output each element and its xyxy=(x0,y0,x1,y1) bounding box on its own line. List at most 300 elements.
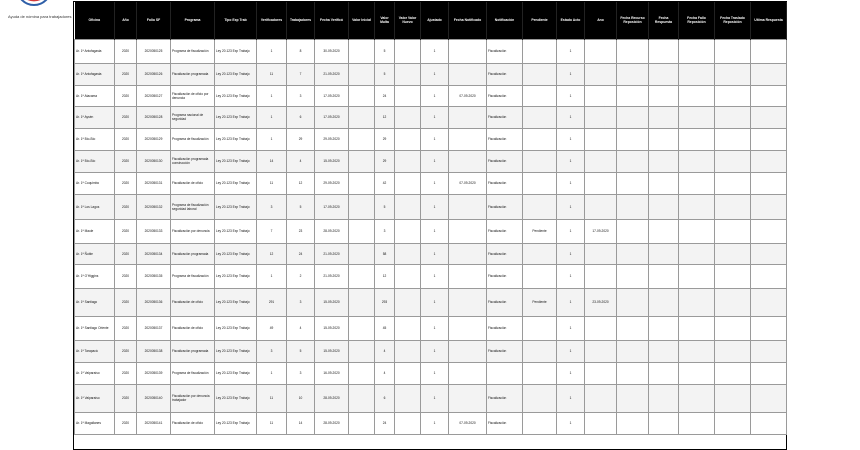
table-cell: Ar. 1ª Santiago Oriente xyxy=(75,316,115,340)
table-cell: 2020050126 xyxy=(137,63,171,85)
table-cell xyxy=(649,243,679,264)
table-cell xyxy=(649,288,679,316)
table-cell xyxy=(449,150,487,172)
table-cell: 6 xyxy=(375,384,395,412)
table-cell: 1 xyxy=(557,264,585,288)
table-cell xyxy=(523,384,557,412)
table-cell xyxy=(523,362,557,384)
table-cell xyxy=(751,39,787,63)
table-cell: Fiscalización de oficio xyxy=(171,412,215,434)
table-cell: Ley 20.123 Exp Trabajo xyxy=(215,106,257,128)
table-cell xyxy=(649,412,679,434)
table-cell: 30-09-2020 xyxy=(315,39,349,63)
table-cell xyxy=(395,172,421,194)
table-cell: Ar. 1ª Los Lagos xyxy=(75,194,115,219)
table-row[interactable] xyxy=(75,340,787,362)
table-cell xyxy=(751,219,787,243)
column-header[interactable]: Fecha Fallo Reposición xyxy=(679,2,715,39)
table-cell xyxy=(679,172,715,194)
table-cell xyxy=(649,172,679,194)
table-cell: 12 xyxy=(287,172,315,194)
table-cell xyxy=(617,106,649,128)
table-cell: 1 xyxy=(557,288,585,316)
table-cell xyxy=(349,194,375,219)
column-header[interactable]: Verificadores xyxy=(257,2,287,39)
column-header[interactable]: Año xyxy=(115,2,137,39)
table-cell xyxy=(679,340,715,362)
table-cell: 21-09-2020 xyxy=(315,63,349,85)
spreadsheet xyxy=(73,1,787,450)
table-cell: 1 xyxy=(557,150,585,172)
table-cell: 2020050133 xyxy=(137,219,171,243)
table-cell xyxy=(349,288,375,316)
table-cell: Ar. 1ª Atacama xyxy=(75,85,115,106)
table-cell: Fiscalización programada xyxy=(171,340,215,362)
table-cell: Fiscalización xyxy=(487,219,523,243)
table-row[interactable] xyxy=(75,128,787,150)
table-cell: 5 xyxy=(375,194,395,219)
table-cell: Ar. 1ª Santiago xyxy=(75,288,115,316)
table-cell xyxy=(679,63,715,85)
table-cell: Fiscalización programada xyxy=(171,63,215,85)
table-cell: Fiscalización de oficio xyxy=(171,316,215,340)
table-cell xyxy=(349,150,375,172)
table-cell: 2020050129 xyxy=(137,128,171,150)
table-cell xyxy=(449,63,487,85)
table-cell: 2020 xyxy=(115,106,137,128)
table-cell: Programa de fiscalización xyxy=(171,362,215,384)
table-cell xyxy=(585,194,617,219)
table-row[interactable] xyxy=(75,39,787,63)
table-cell xyxy=(585,63,617,85)
table-cell xyxy=(585,412,617,434)
table-cell xyxy=(751,362,787,384)
table-cell xyxy=(449,39,487,63)
table-cell: 2020050131 xyxy=(137,172,171,194)
table-cell: 1 xyxy=(421,316,449,340)
table-row[interactable] xyxy=(75,288,787,316)
table-cell: 1 xyxy=(421,63,449,85)
table-cell xyxy=(349,243,375,264)
table-cell: 2020 xyxy=(115,264,137,288)
table-cell xyxy=(395,243,421,264)
column-header[interactable]: Ajustado xyxy=(421,2,449,39)
table-cell: 45 xyxy=(375,316,395,340)
column-header[interactable]: Fecha Notificado xyxy=(449,2,487,39)
table-cell: 2020050125 xyxy=(137,39,171,63)
table-cell: 23-09-2020 xyxy=(585,288,617,316)
table-cell: Ley 20.123 Exp Trabajo xyxy=(215,288,257,316)
table-row[interactable] xyxy=(75,316,787,340)
table-cell xyxy=(449,288,487,316)
table-cell xyxy=(523,128,557,150)
table-cell xyxy=(649,150,679,172)
table-cell xyxy=(523,39,557,63)
table-cell xyxy=(349,106,375,128)
table-cell xyxy=(349,85,375,106)
table-cell: Programa nacional de seguridad xyxy=(171,106,215,128)
table-cell xyxy=(715,243,751,264)
table-cell: 14 xyxy=(257,150,287,172)
column-header[interactable]: Tipo Exp Trab xyxy=(215,2,257,39)
table-cell: 15-09-2020 xyxy=(315,150,349,172)
table-cell xyxy=(585,85,617,106)
table-cell: 23 xyxy=(287,219,315,243)
table-cell xyxy=(349,128,375,150)
table-cell: Ley 20.123 Exp Trabajo xyxy=(215,219,257,243)
table-cell xyxy=(617,63,649,85)
table-cell: 1 xyxy=(421,384,449,412)
table-cell: 3 xyxy=(257,194,287,219)
table-cell xyxy=(649,85,679,106)
table-cell: 1 xyxy=(557,340,585,362)
table-cell xyxy=(715,316,751,340)
table-cell xyxy=(349,264,375,288)
table-cell xyxy=(715,39,751,63)
table-cell: 1 xyxy=(557,63,585,85)
table-cell: Pendiente xyxy=(523,288,557,316)
table-cell xyxy=(649,362,679,384)
table-cell: Ley 20.123 Exp Trabajo xyxy=(215,412,257,434)
table-cell: 10 xyxy=(287,384,315,412)
table-cell: 5 xyxy=(375,63,395,85)
table-cell xyxy=(523,172,557,194)
table-cell xyxy=(585,340,617,362)
table-cell: 07-09-2020 xyxy=(449,412,487,434)
column-header[interactable]: Fecha Recurso Reposición xyxy=(617,2,649,39)
table-cell: 11 xyxy=(257,63,287,85)
table-cell xyxy=(523,63,557,85)
table-row[interactable] xyxy=(75,264,787,288)
table-cell xyxy=(349,362,375,384)
table-cell: 1 xyxy=(421,172,449,194)
table-cell: 12 xyxy=(257,243,287,264)
table-cell xyxy=(715,412,751,434)
table-cell xyxy=(395,106,421,128)
table-cell: Ar. 1ª Aysén xyxy=(75,106,115,128)
table-cell: 1 xyxy=(421,412,449,434)
table-cell xyxy=(617,219,649,243)
table-cell: Ley 20.123 Exp Trabajo xyxy=(215,362,257,384)
table-cell: 29 xyxy=(287,128,315,150)
table-cell xyxy=(751,194,787,219)
table-cell: 28-09-2020 xyxy=(315,384,349,412)
table-cell: 2020050127 xyxy=(137,85,171,106)
table-cell: 1 xyxy=(421,150,449,172)
table-cell: 1 xyxy=(257,39,287,63)
table-cell: 1 xyxy=(557,39,585,63)
table-cell xyxy=(449,243,487,264)
table-cell: 3 xyxy=(375,219,395,243)
table-cell xyxy=(679,264,715,288)
table-cell: 5 xyxy=(287,194,315,219)
table-cell xyxy=(449,362,487,384)
table-cell: 1 xyxy=(557,219,585,243)
table-cell: 2020 xyxy=(115,384,137,412)
table-cell: 1 xyxy=(421,85,449,106)
column-header[interactable]: Estado Acto xyxy=(557,2,585,39)
table-row[interactable] xyxy=(75,412,787,434)
table-cell xyxy=(349,412,375,434)
table-cell: 24 xyxy=(287,243,315,264)
column-header[interactable]: Valor Multa xyxy=(375,2,395,39)
table-cell: 1 xyxy=(421,264,449,288)
table-cell: 28-09-2020 xyxy=(315,219,349,243)
logo xyxy=(14,0,54,10)
table-row[interactable] xyxy=(75,85,787,106)
column-header[interactable]: Folio SF xyxy=(137,2,171,39)
table-row[interactable] xyxy=(75,63,787,85)
table-cell: 3 xyxy=(287,362,315,384)
table-cell xyxy=(585,362,617,384)
table-cell: Fiscalización xyxy=(487,340,523,362)
table-cell xyxy=(679,384,715,412)
table-cell xyxy=(449,384,487,412)
table-cell: 1 xyxy=(557,316,585,340)
table-cell xyxy=(751,340,787,362)
table-cell: 1 xyxy=(557,172,585,194)
table-cell xyxy=(649,106,679,128)
table-cell: Programa de fiscalización seguridad laboral xyxy=(171,194,215,219)
table-cell: 6 xyxy=(287,106,315,128)
table-cell: Ley 20.123 Exp Trabajo xyxy=(215,39,257,63)
table-cell xyxy=(395,316,421,340)
table-cell xyxy=(617,39,649,63)
table-cell xyxy=(679,106,715,128)
table-cell: Fiscalización programada construcción xyxy=(171,150,215,172)
table-cell xyxy=(751,243,787,264)
table-cell: 17-09-2020 xyxy=(585,219,617,243)
table-cell xyxy=(649,316,679,340)
table-cell: 1 xyxy=(557,106,585,128)
table-cell: 29 xyxy=(375,128,395,150)
table-cell xyxy=(751,384,787,412)
table-row[interactable] xyxy=(75,194,787,219)
table-cell: 1 xyxy=(557,384,585,412)
table-cell xyxy=(649,128,679,150)
table-cell: 2 xyxy=(287,264,315,288)
table-cell: 42 xyxy=(375,172,395,194)
table-cell: 5 xyxy=(375,39,395,63)
table-cell: Fiscalización xyxy=(487,316,523,340)
table-cell: Ley 20.123 Exp Trabajo xyxy=(215,172,257,194)
column-header[interactable]: Valor Valor Nuevo xyxy=(395,2,421,39)
table-cell: 2020 xyxy=(115,172,137,194)
table-cell: Fiscalización xyxy=(487,106,523,128)
table-cell: 2020050136 xyxy=(137,288,171,316)
table-cell xyxy=(349,340,375,362)
table-cell xyxy=(523,316,557,340)
table-cell: 291 xyxy=(257,288,287,316)
column-header[interactable]: Programa xyxy=(171,2,215,39)
table-cell xyxy=(617,412,649,434)
table-row[interactable] xyxy=(75,384,787,412)
table-cell: 2020 xyxy=(115,362,137,384)
table-cell xyxy=(679,288,715,316)
table-cell: Fiscalización de oficio xyxy=(171,172,215,194)
table-cell: Fiscalización de oficio por denuncia xyxy=(171,85,215,106)
table-cell: 21-09-2020 xyxy=(315,243,349,264)
table-cell xyxy=(679,194,715,219)
table-cell xyxy=(751,150,787,172)
table-cell xyxy=(715,106,751,128)
table-cell: Fiscalización xyxy=(487,150,523,172)
table-cell xyxy=(751,63,787,85)
table-cell xyxy=(349,172,375,194)
table-cell xyxy=(349,219,375,243)
table-cell xyxy=(585,106,617,128)
table-cell xyxy=(523,150,557,172)
table-cell: 1 xyxy=(421,340,449,362)
table-cell: 17-09-2020 xyxy=(315,106,349,128)
table-cell: 4 xyxy=(287,316,315,340)
table-cell xyxy=(715,288,751,316)
table-cell xyxy=(349,384,375,412)
table-row[interactable] xyxy=(75,172,787,194)
column-header[interactable]: Trabajadores xyxy=(287,2,315,39)
table-cell xyxy=(649,194,679,219)
table-cell: 15-09-2020 xyxy=(315,288,349,316)
table-cell xyxy=(449,316,487,340)
column-header[interactable]: Fecha Verificó xyxy=(315,2,349,39)
table-cell: Fiscalización xyxy=(487,288,523,316)
table-cell xyxy=(395,194,421,219)
table-cell: Fiscalización por denuncia xyxy=(171,219,215,243)
table-cell: Fiscalización xyxy=(487,412,523,434)
table-cell: Ar. 1ª Magallanes xyxy=(75,412,115,434)
table-cell: 2020 xyxy=(115,340,137,362)
table-cell xyxy=(617,85,649,106)
table-cell: Ar. 1ª Ñuble xyxy=(75,243,115,264)
column-header[interactable]: Fecha Respuesta xyxy=(649,2,679,39)
table-cell xyxy=(523,85,557,106)
table-cell xyxy=(449,264,487,288)
column-header[interactable]: Notificación xyxy=(487,2,523,39)
table-row[interactable] xyxy=(75,150,787,172)
table-cell: 1 xyxy=(421,288,449,316)
table-cell xyxy=(617,384,649,412)
table-cell: Fiscalización xyxy=(487,194,523,219)
table-cell: Ar. 1ª Bío-Bío xyxy=(75,150,115,172)
table-cell: 293 xyxy=(375,288,395,316)
table-cell xyxy=(679,412,715,434)
table-cell: 17-09-2020 xyxy=(315,194,349,219)
table-cell xyxy=(715,63,751,85)
table-cell: Fiscalización programada xyxy=(171,243,215,264)
column-header[interactable]: Ano xyxy=(585,2,617,39)
table-cell xyxy=(349,63,375,85)
table-cell: 2020 xyxy=(115,63,137,85)
table-cell xyxy=(751,128,787,150)
table-cell xyxy=(617,150,649,172)
table-cell: 3 xyxy=(257,340,287,362)
table-cell: Fiscalización xyxy=(487,384,523,412)
table-cell xyxy=(395,288,421,316)
table-cell: 11 xyxy=(257,412,287,434)
table-cell xyxy=(523,340,557,362)
table-cell: 29 xyxy=(375,150,395,172)
table-cell: 2020050139 xyxy=(137,362,171,384)
table-cell xyxy=(449,128,487,150)
table-cell: 1 xyxy=(257,85,287,106)
table-cell: Ley 20.123 Exp Trabajo xyxy=(215,264,257,288)
table-cell: 2020 xyxy=(115,243,137,264)
table-cell xyxy=(679,128,715,150)
table-cell xyxy=(395,412,421,434)
table-cell: Fiscalización xyxy=(487,172,523,194)
table-cell xyxy=(617,194,649,219)
table-cell: Ley 20.123 Exp Trabajo xyxy=(215,384,257,412)
table-cell: 2020050130 xyxy=(137,150,171,172)
column-header[interactable]: Ultima Respuesta xyxy=(751,2,787,39)
table-cell xyxy=(649,340,679,362)
table-cell xyxy=(585,39,617,63)
column-header[interactable]: Oficina xyxy=(75,2,115,39)
table-row[interactable] xyxy=(75,362,787,384)
table-cell: 2020050137 xyxy=(137,316,171,340)
table-cell xyxy=(715,194,751,219)
column-header[interactable]: Fecha Traslado Reposición xyxy=(715,2,751,39)
table-cell: Fiscalización por denuncia trabajador xyxy=(171,384,215,412)
table-cell: 12 xyxy=(375,106,395,128)
table-cell xyxy=(617,128,649,150)
table-cell: 2020 xyxy=(115,194,137,219)
table-cell: Ar. 1ª Antofagasta xyxy=(75,39,115,63)
table-cell: Programa de fiscalización xyxy=(171,39,215,63)
table-cell xyxy=(523,243,557,264)
table-cell xyxy=(585,316,617,340)
table-cell: 17-09-2020 xyxy=(315,85,349,106)
table-cell xyxy=(523,194,557,219)
table-cell xyxy=(449,106,487,128)
table-cell: Fiscalización xyxy=(487,63,523,85)
column-header[interactable]: Pendiente xyxy=(523,2,557,39)
table-cell xyxy=(617,362,649,384)
table-cell xyxy=(715,150,751,172)
table-cell: Programa de fiscalización xyxy=(171,264,215,288)
table-cell xyxy=(751,264,787,288)
column-header[interactable]: Valor Inicial xyxy=(349,2,375,39)
table-cell: Ley 20.123 Exp Trabajo xyxy=(215,316,257,340)
table-cell xyxy=(617,340,649,362)
table-cell: Ley 20.123 Exp Trabajo xyxy=(215,85,257,106)
table-cell xyxy=(449,340,487,362)
table-cell: 1 xyxy=(257,106,287,128)
table-cell: Ley 20.123 Exp Trabajo xyxy=(215,243,257,264)
table-cell: 2020050135 xyxy=(137,264,171,288)
table-cell: 2020050141 xyxy=(137,412,171,434)
table-cell xyxy=(395,85,421,106)
table-cell xyxy=(585,150,617,172)
table-body xyxy=(75,39,787,434)
table-cell xyxy=(349,316,375,340)
table-cell: 29-09-2020 xyxy=(315,172,349,194)
table-cell: 3 xyxy=(287,288,315,316)
table-cell: 2020050138 xyxy=(137,340,171,362)
table-cell xyxy=(715,384,751,412)
table-cell xyxy=(751,412,787,434)
table-cell: Ley 20.123 Exp Trabajo xyxy=(215,128,257,150)
table-cell xyxy=(617,264,649,288)
table-row[interactable] xyxy=(75,219,787,243)
table-cell: Ar. 1ª Maule xyxy=(75,219,115,243)
table-row[interactable] xyxy=(75,243,787,264)
table-cell xyxy=(395,219,421,243)
table-row[interactable] xyxy=(75,106,787,128)
table-cell: 1 xyxy=(257,264,287,288)
table-cell: 1 xyxy=(557,85,585,106)
table-cell: 12 xyxy=(375,264,395,288)
